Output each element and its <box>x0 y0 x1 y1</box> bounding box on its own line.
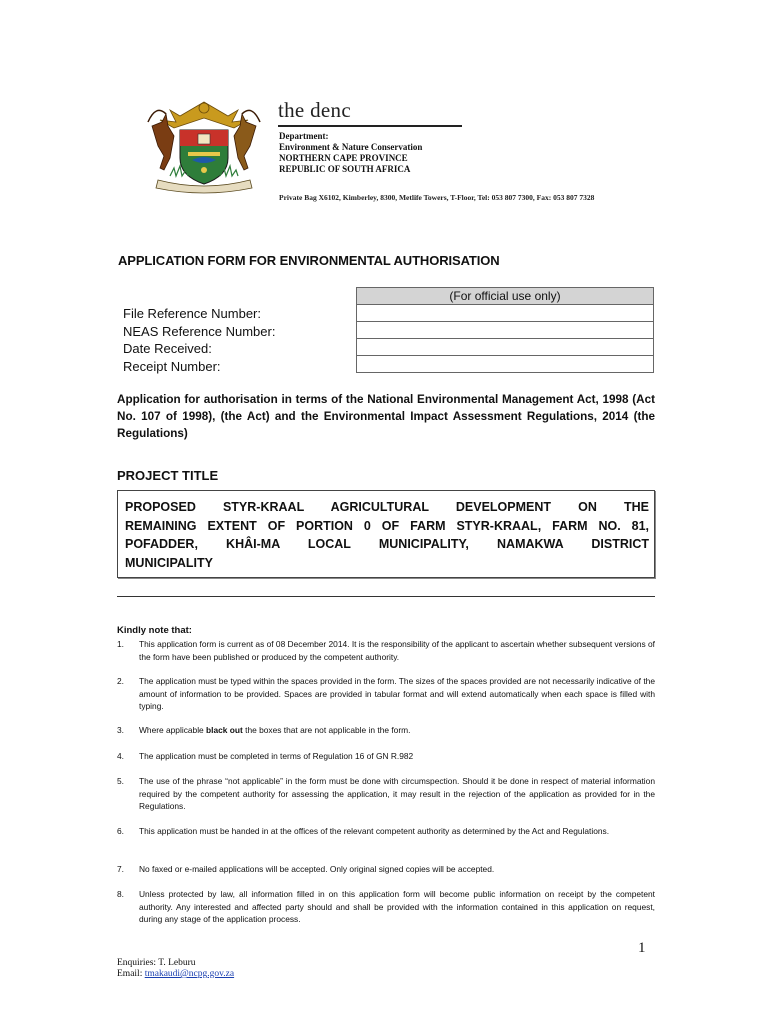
project-title-line: POFADDER, KHÂI-MA LOCAL MUNICIPALITY, NAMAKWA DISTRICT <box>125 537 649 551</box>
note-text: This application must be handed in at the offices of the relevant competent authority as determined by the Act and Regulations. <box>139 826 610 836</box>
project-title-line: PROPOSED STYR-KRAAL AGRICULTURAL DEVELOPMENT ON THE <box>125 500 649 514</box>
receipt-number-label: Receipt Number: <box>123 358 221 374</box>
neas-reference-field[interactable] <box>356 321 654 338</box>
brand-divider <box>278 125 462 127</box>
email-line <box>117 969 234 980</box>
department-line: Environment & Nature Conservation <box>279 142 423 152</box>
department-line: REPUBLIC OF SOUTH AFRICA <box>279 164 411 174</box>
department-block <box>279 131 422 175</box>
page-number: 1 <box>638 940 646 956</box>
note-number: 1. <box>117 639 124 649</box>
coat-of-arms-icon <box>140 96 268 196</box>
form-title: APPLICATION FORM FOR ENVIRONMENTAL AUTHORISATION <box>118 253 500 268</box>
project-title-line: MUNICIPALITY <box>125 555 213 570</box>
note-number: 4. <box>117 751 124 761</box>
project-title-box <box>117 490 655 578</box>
reference-labels <box>123 305 275 375</box>
receipt-number-field[interactable] <box>356 355 654 373</box>
note-number: 8. <box>117 889 124 899</box>
project-title-text <box>125 498 649 572</box>
project-title-heading: PROJECT TITLE <box>117 468 219 483</box>
note-text-part: Where applicable <box>139 725 207 735</box>
section-divider <box>117 596 655 597</box>
email-link[interactable]: tmakaudi@ncpg.gov.za <box>144 969 235 979</box>
note-number: 2. <box>117 676 124 686</box>
date-received-label: Date Received: <box>123 341 212 356</box>
department-line: Department: <box>279 131 329 141</box>
notes-heading: Kindly note that: <box>117 625 192 636</box>
email-label: Email: <box>117 969 145 979</box>
note-text: The application must be typed within the spaces provided in the form. The sizes of the spaces provided are not necessarily indicative of the amount of information to be provided. Spaces are provided in tabular format and will extend automatically when each space is filled with typing. <box>139 676 655 711</box>
file-reference-label: File Reference Number: <box>123 306 261 321</box>
project-title-line: REMAINING EXTENT OF PORTION 0 OF FARM STYR-KRAAL, FARM NO. 81, <box>125 518 649 533</box>
neas-reference-label: NEAS Reference Number: <box>123 323 276 339</box>
date-received-field[interactable] <box>356 338 654 355</box>
note-number: 7. <box>117 864 124 874</box>
note-text: The application must be completed in terms of Regulation 16 of GN R.982 <box>139 751 414 761</box>
note-text <box>139 724 655 737</box>
note-text: This application form is current as of 08 December 2014. It is the responsibility of the applicant to ascertain whether subsequent versions of the form have been published or produced by the competent authority. <box>139 639 655 662</box>
enquiries-line: Enquiries: T. Leburu <box>117 958 196 968</box>
note-text: Unless protected by law, all information filled in on this application form will become public information on receipt by the competent authority. Any interested and affected party should and shall be provided with the information contained in this application on request, during any stage of the application process. <box>139 889 655 924</box>
official-use-heading: (For official use only) <box>356 287 654 304</box>
enquiries-block <box>117 958 234 980</box>
note-text: The use of the phrase “not applicable” in the form must be done with circumspection. Should it be done in respect of material information required by the competent authority for assessing the application, it may result in the rejection of the application as provided for in the Regulations. <box>139 776 655 811</box>
brand-name: the denc <box>278 98 351 122</box>
note-emphasis: black out <box>206 725 243 735</box>
file-reference-field[interactable] <box>356 304 654 321</box>
official-use-table <box>356 287 654 373</box>
note-number: 3. <box>117 725 124 735</box>
note-number: 6. <box>117 826 124 836</box>
note-text-part: the boxes that are not applicable in the form. <box>242 725 411 735</box>
department-line: NORTHERN CAPE PROVINCE <box>279 153 408 163</box>
note-text: No faxed or e-mailed applications will be accepted. Only original signed copies will be accepted. <box>139 864 495 874</box>
contact-details: Private Bag X6102, Kimberley, 8300, Metlife Towers, T-Floor, Tel: 053 807 7300, Fax: 053 807 7328 <box>279 193 595 202</box>
note-number: 5. <box>117 776 124 786</box>
intro-paragraph: Application for authorisation in terms of the National Environmental Management Act, 1998 (Act No. 107 of 1998), (the Act) and the Environmental Impact Assessment Regulations, 2014 (the Regulations) <box>117 393 655 440</box>
